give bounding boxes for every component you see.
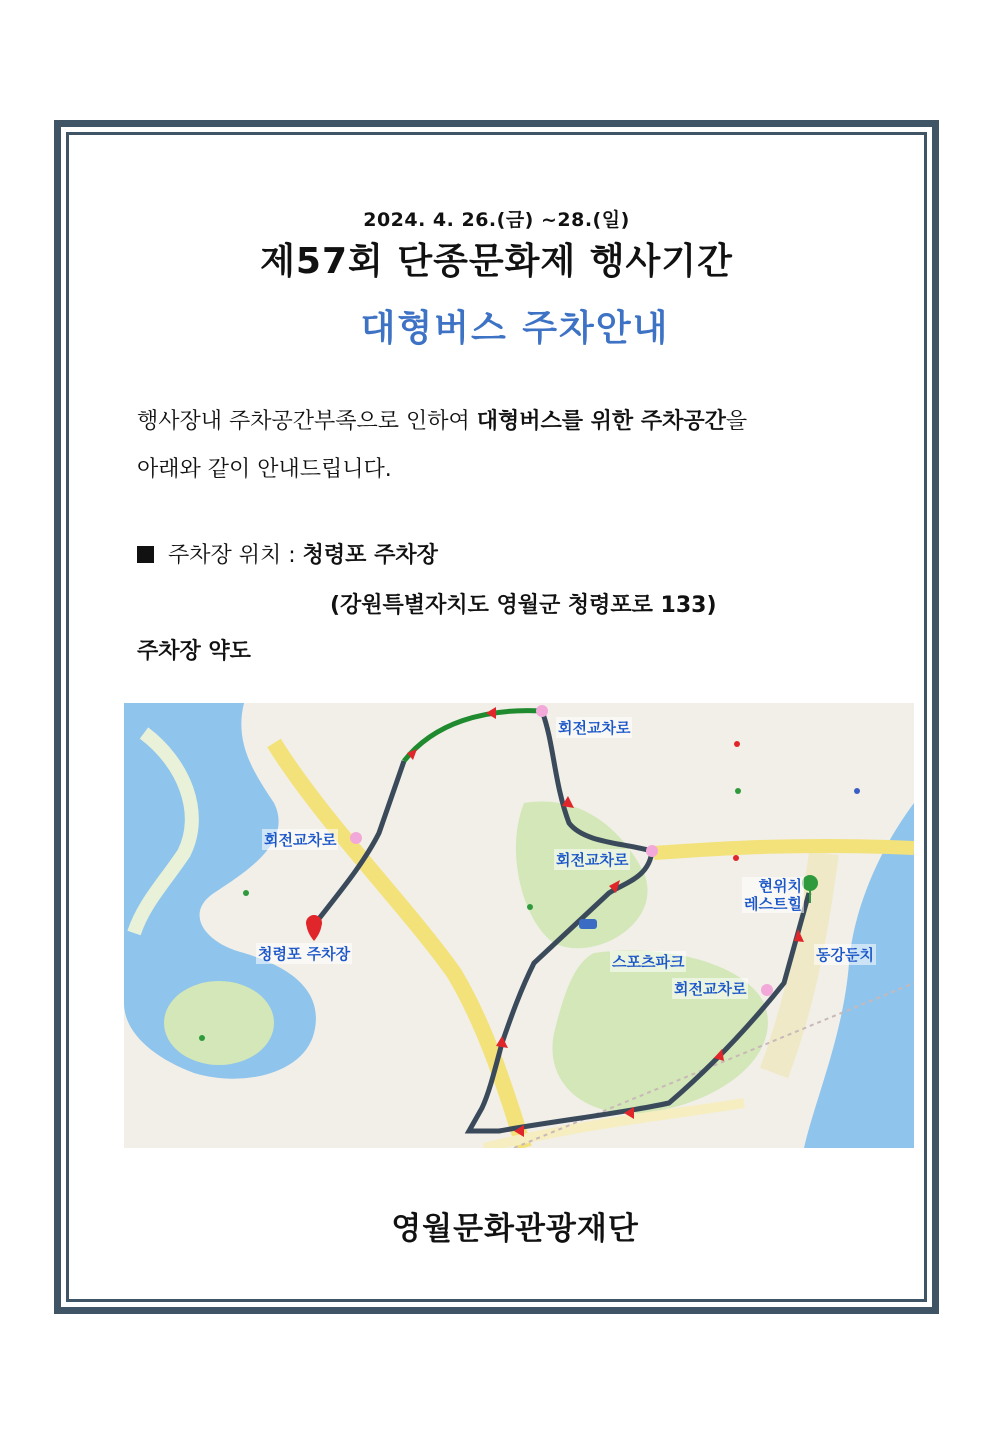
intro-text-2: 아래와 같이 안내드립니다. [137,457,392,482]
route-segment-green [404,711,542,761]
label-parking-lot: 청령포 주차장 [258,945,351,963]
parking-location [137,538,438,569]
parking-label: 주차장 위치 : [168,543,303,568]
intro-paragraph [137,398,877,494]
label-roundabout-bottom: 회전교차로 [674,980,747,998]
island-park [164,981,274,1065]
roundabout-icon [350,832,362,844]
label-roundabout-center: 회전교차로 [556,851,629,869]
page-title: 제57회 단종문화제 행사기간 [260,241,733,282]
label-donggang: 동강둔치 [816,946,874,964]
poi-icon [735,788,741,794]
intro-text-end: 을 [725,409,748,434]
parking-map [124,703,914,1148]
poi-icon [733,855,739,861]
poi-icon [527,904,533,910]
parking-address: (강원특별자치도 영월군 청령포로 133) [330,593,717,618]
roundabout-icon [646,845,658,857]
arrow-marker [486,707,496,719]
label-sports-park: 스포츠파크 [612,953,685,971]
organization-name: 영월문화관광재단 [391,1211,639,1247]
page-subtitle: 대형버스 주차안내 [360,308,670,349]
parking-name: 청령포 주차장 [302,543,438,568]
sports-park-area [552,950,767,1113]
current-location-icon [802,875,818,891]
poi-icon [199,1035,205,1041]
poi-icon [243,890,249,896]
intro-emphasis: 대형버스를 위한 주차공간 [476,409,726,434]
parking-marker-icon [306,915,322,931]
event-date: 2024. 4. 26.(금) ~28.(일) [363,209,630,231]
label-roundabout-top: 회전교차로 [558,719,631,737]
square-bullet-icon [137,546,154,563]
label-current-location: 현위치 레스트힐 [744,877,802,913]
east-road [654,846,914,853]
map-heading: 주차장 약도 [137,639,251,664]
map-graphic [124,703,914,1148]
label-roundabout-left: 회전교차로 [264,831,337,849]
roundabout-icon [761,984,773,996]
poi-icon [734,741,740,747]
intro-text: 행사장내 주차공간부족으로 인하여 [137,409,477,434]
bus-stop-icon [579,919,597,929]
poi-icon [854,788,860,794]
roundabout-icon [536,705,548,717]
